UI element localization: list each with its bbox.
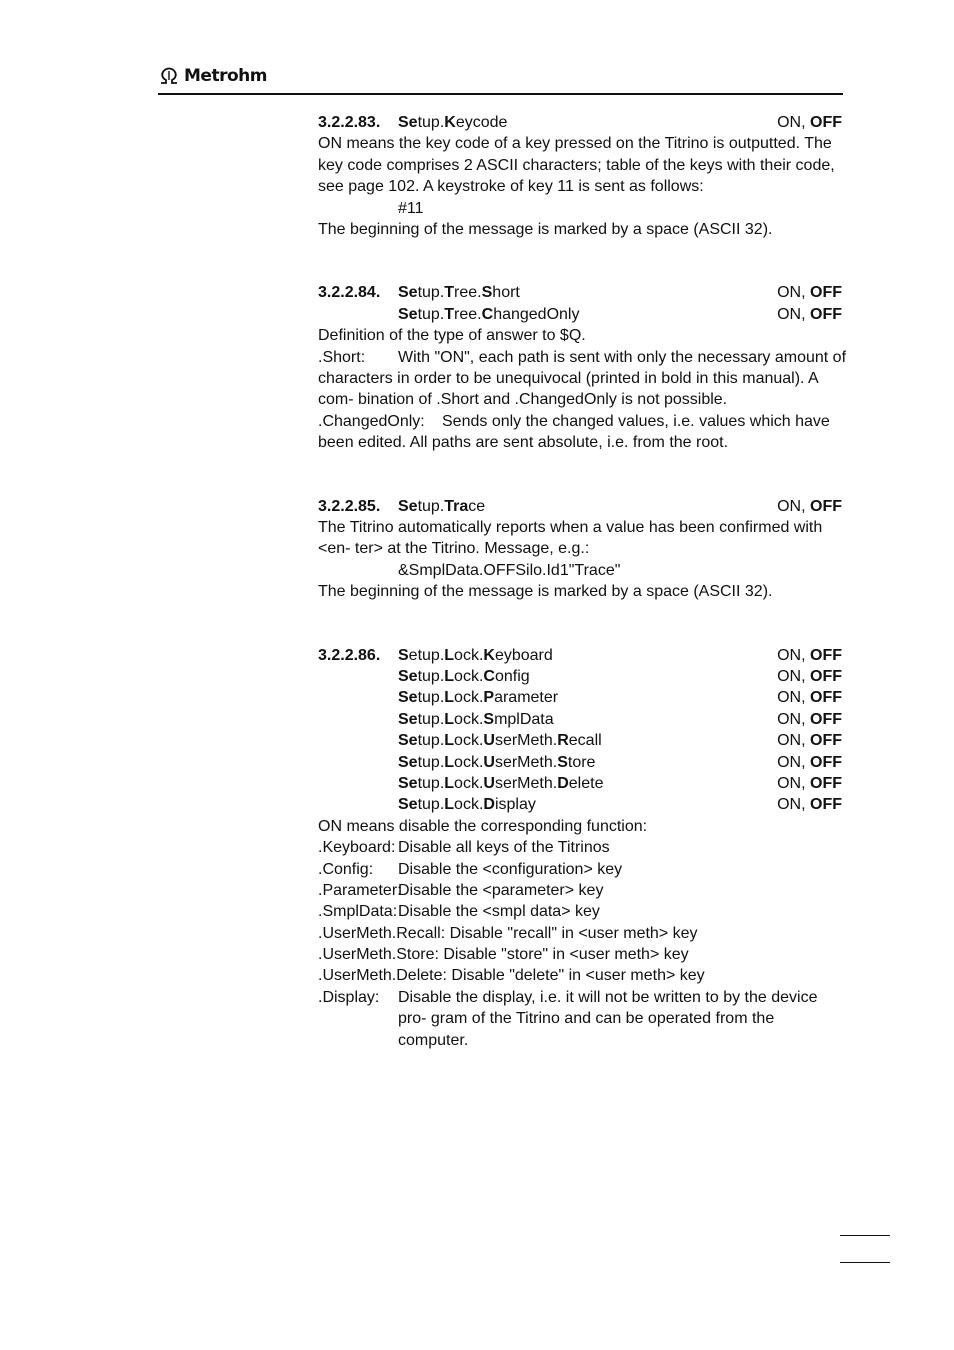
- definition-item: .Config: Disable the <configuration> key: [318, 860, 623, 878]
- parameter-values: ON, OFF: [777, 710, 842, 728]
- section-keycode: [318, 112, 842, 240]
- section-lock: [318, 645, 842, 1051]
- parameter-path: Setup.Lock.SmplData: [398, 710, 554, 728]
- parameter-path: Setup.Lock.UserMeth.Delete: [398, 774, 604, 792]
- parameter-values: ON, OFF: [777, 774, 842, 792]
- parameter-values: ON, OFF: [777, 667, 842, 685]
- paragraph: The beginning of the message is marked by a space (ASCII 32).: [318, 221, 773, 238]
- parameter-values: ON, OFF: [777, 732, 842, 750]
- section-number: 3.2.2.86.: [318, 646, 381, 664]
- paragraph: ON means the key code of a key pressed on the Titrino is outputted. The key code comprises 2 ASCII characters; table of the keys with their code, see page 102. A keystroke of key 11 is sent as follows:: [318, 135, 835, 196]
- logo-text: Metrohm: [184, 66, 267, 86]
- paragraph: ON means disable the corresponding function:: [318, 817, 648, 835]
- parameter-path: Setup.Lock.Parameter: [398, 689, 559, 707]
- example-code: &SmplData.OFFSilo.Id1"Trace": [398, 561, 621, 579]
- parameter-path: Setup.Keycode: [398, 114, 508, 131]
- parameter-values: ON, OFF: [777, 646, 842, 664]
- parameter-values: ON, OFF: [777, 305, 842, 323]
- paragraph: Definition of the type of answer to $Q.: [318, 327, 586, 345]
- section-trace: [318, 496, 842, 603]
- header-rule: [158, 93, 843, 95]
- definition-item: .UserMeth.Delete: Disable "delete" in <user meth> key: [318, 967, 705, 985]
- parameter-values: ON, OFF: [777, 796, 842, 814]
- parameter-values: ON, OFF: [777, 497, 842, 515]
- section-number: 3.2.2.85.: [318, 497, 381, 515]
- definition-display: .Display: Disable the display, i.e. it will not be written to by the device pro- gram of the Titrino and can be operated from the computer.: [318, 988, 818, 1049]
- parameter-path: Setup.Lock.UserMeth.Store: [398, 753, 596, 771]
- parameter-values: ON, OFF: [777, 114, 842, 131]
- definition-item: .Parameter: Disable the <parameter> key: [318, 881, 604, 899]
- parameter-path: Setup.Tree.Short: [398, 284, 520, 302]
- definition-changedonly: .ChangedOnly: Sends only the changed values, i.e. values which have: [318, 412, 830, 430]
- section-tree: [318, 282, 847, 453]
- paragraph: The Titrino automatically reports when a value has been confirmed with <en- ter> at the Titrino. Message, e.g.:: [318, 518, 823, 558]
- parameter-values: ON, OFF: [777, 284, 842, 302]
- footer-rule: [840, 1235, 890, 1236]
- example-code: #11: [398, 199, 424, 217]
- paragraph: been edited. All paths are sent absolute, i.e. from the root.: [318, 434, 729, 452]
- parameter-path: Setup.Lock.Display: [398, 796, 536, 814]
- footer-rule: [840, 1262, 890, 1263]
- document-body: [318, 112, 847, 1051]
- paragraph: characters in order to be unequivocal (printed in bold in this manual). A com- bination of .Short and .ChangedOnly is not possible.: [318, 369, 818, 409]
- parameter-path: Setup.Trace: [398, 497, 486, 515]
- paragraph: The beginning of the message is marked by a space (ASCII 32).: [318, 583, 773, 601]
- definition-item: .UserMeth.Store: Disable "store" in <user meth> key: [318, 946, 689, 964]
- parameter-path: Setup.Tree.ChangedOnly: [398, 305, 580, 323]
- section-number: 3.2.2.84.: [318, 284, 381, 302]
- page-header: [158, 66, 843, 94]
- parameter-path: Setup.Lock.UserMeth.Recall: [398, 732, 602, 750]
- parameter-values: ON, OFF: [777, 689, 842, 707]
- section-number: 3.2.2.83.: [318, 114, 381, 131]
- parameter-path: Setup.Lock.Keyboard: [398, 646, 553, 664]
- metrohm-logo: [158, 66, 267, 86]
- parameter-path: Setup.Lock.Config: [398, 667, 530, 685]
- definition-item: .UserMeth.Recall: Disable "recall" in <user meth> key: [318, 924, 698, 942]
- parameter-values: ON, OFF: [777, 753, 842, 771]
- definition-item: .SmplData: Disable the <smpl data> key: [318, 903, 600, 921]
- omega-logo-icon: [158, 66, 180, 86]
- definition-item: .Keyboard: Disable all keys of the Titrinos: [318, 839, 610, 857]
- definition-short: .Short: With "ON", each path is sent with only the necessary amount of: [318, 348, 847, 366]
